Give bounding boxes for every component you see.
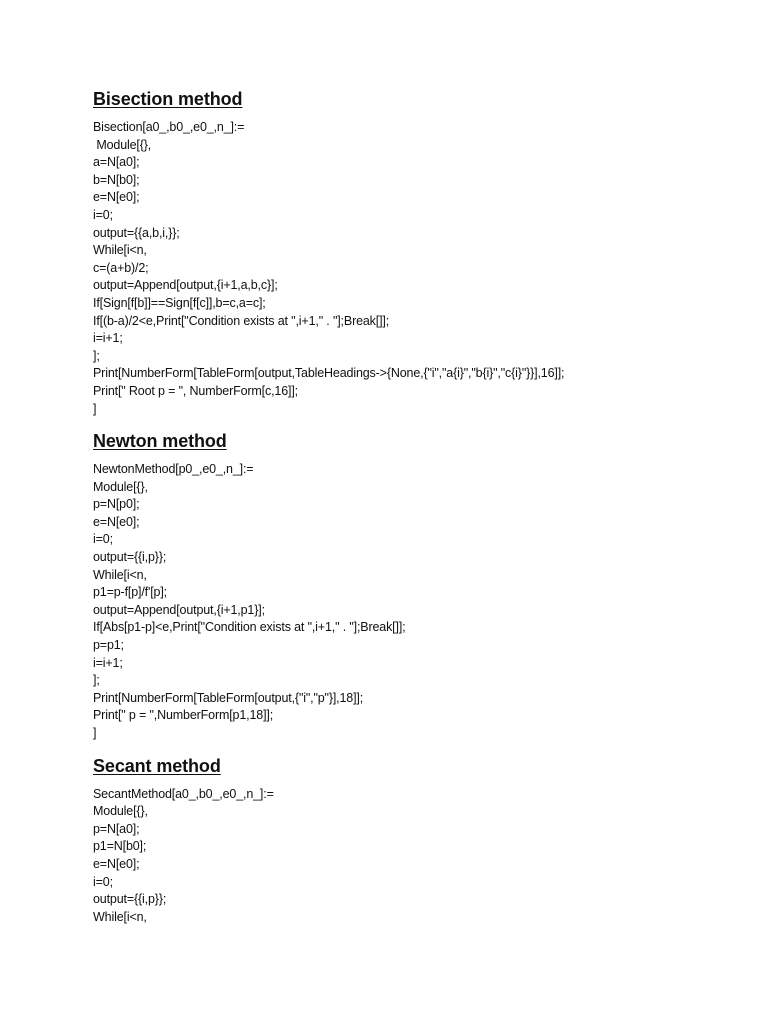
section-newton-method bbox=[93, 430, 743, 743]
code-line: p=p1; bbox=[93, 638, 124, 653]
code-block bbox=[93, 461, 743, 743]
document-content bbox=[93, 88, 743, 926]
code-line: e=N[e0]; bbox=[93, 190, 140, 205]
code-line: output={{i,p}}; bbox=[93, 892, 167, 907]
code-line: While[i<n, bbox=[93, 243, 147, 258]
code-line: ] bbox=[93, 401, 97, 416]
code-line: output={{a,b,i,}}; bbox=[93, 225, 180, 240]
code-line: Print[" p = ",NumberForm[p1,18]]; bbox=[93, 708, 274, 723]
section-secant-method bbox=[93, 755, 743, 927]
section-heading: Secant method bbox=[93, 755, 221, 776]
code-line: p=N[a0]; bbox=[93, 821, 140, 836]
code-line: output=Append[output,{i+1,a,b,c}]; bbox=[93, 278, 278, 293]
code-line: ] bbox=[93, 726, 97, 740]
section-heading: Newton method bbox=[93, 431, 227, 452]
code-line: Module[{}, bbox=[93, 137, 152, 152]
code-line: Print[" Root p = ", NumberForm[c,16]]; bbox=[93, 383, 298, 398]
code-line: Module[{}, bbox=[93, 479, 148, 494]
code-line: While[i<n, bbox=[93, 909, 147, 924]
section-heading: Bisection method bbox=[93, 89, 243, 109]
code-line: ]; bbox=[93, 348, 100, 363]
code-line: a=N[a0]; bbox=[93, 155, 140, 170]
code-line: e=N[e0]; bbox=[93, 856, 140, 871]
code-line: i=0; bbox=[93, 532, 113, 547]
code-line: p=N[p0]; bbox=[93, 497, 140, 512]
code-line: Module[{}, bbox=[93, 804, 148, 819]
section-bisection-method bbox=[93, 88, 743, 418]
code-line: output={{i,p}}; bbox=[93, 550, 167, 565]
code-line: If[Sign[f[b]]==Sign[f[c]],b=c,a=c]; bbox=[93, 295, 266, 310]
code-block bbox=[93, 786, 743, 927]
code-line: SecantMethod[a0_,b0_,e0_,n_]:= bbox=[93, 786, 274, 801]
code-line: b=N[b0]; bbox=[93, 172, 140, 187]
code-line: c=(a+b)/2; bbox=[93, 260, 149, 275]
code-line: i=0; bbox=[93, 207, 113, 222]
code-block bbox=[93, 119, 743, 418]
code-line: While[i<n, bbox=[93, 567, 147, 582]
code-line: Print[NumberForm[TableForm[output,{"i","p"}],18]]; bbox=[93, 690, 364, 705]
code-line: Bisection[a0_,b0_,e0_,n_]:= bbox=[93, 120, 245, 134]
code-line: e=N[e0]; bbox=[93, 514, 140, 529]
code-line: p1=p-f[p]/f'[p]; bbox=[93, 585, 167, 600]
code-line: i=0; bbox=[93, 874, 113, 889]
code-line: i=i+1; bbox=[93, 655, 123, 670]
code-line: p1=N[b0]; bbox=[93, 839, 147, 854]
code-line: NewtonMethod[p0_,e0_,n_]:= bbox=[93, 462, 254, 477]
code-line: ]; bbox=[93, 673, 100, 688]
code-line: i=i+1; bbox=[93, 331, 123, 346]
code-line: If[Abs[p1-p]<e,Print["Condition exists at ",i+1," . "];Break[]]; bbox=[93, 620, 406, 635]
code-line: Print[NumberForm[TableForm[output,TableHeadings->{None,{"i","a{i}","b{i}","c{i}"}}],16]]; bbox=[93, 366, 565, 381]
code-line: output=Append[output,{i+1,p1}]; bbox=[93, 602, 265, 617]
code-line: If[(b-a)/2<e,Print["Condition exists at ",i+1," . "];Break[]]; bbox=[93, 313, 390, 328]
